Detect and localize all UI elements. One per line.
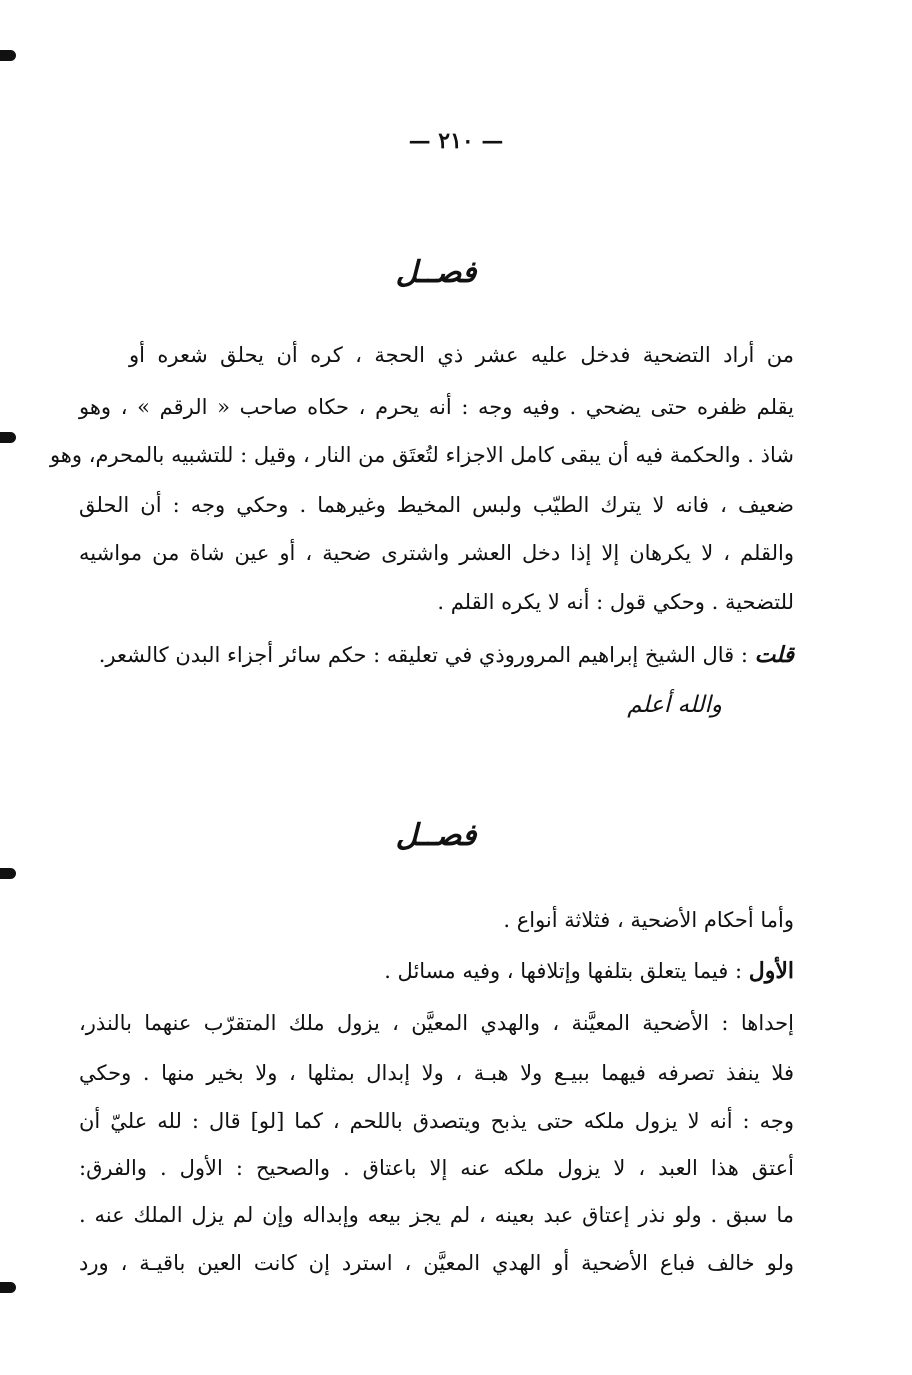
paragraph-line: ضعيف ، فانه لا يترك الطيّب ولبس المخيط وغيرهما . وحكي وجه : أن الحلق [79,493,794,517]
note-label: قلت [754,642,794,668]
paragraph-line: يقلم ظفره حتى يضحي . وفيه وجه : أنه يحرم ، حكاه صاحب « الرقم » ، وهو [79,395,794,419]
section-intro: وأما أحكام الأضحية ، فثلاثة أنواع . [503,908,794,932]
margin-mark [0,868,16,879]
paragraph-line: والقلم ، لا يكرهان إلا إذا دخل العشر واشترى ضحية ، أو عين شاة من مواشيه [79,541,794,565]
paragraph-line: من أراد التضحية فدخل عليه عشر ذي الحجة ، كره أن يحلق شعره أو [129,343,794,367]
first-kind-label: الأول [748,958,794,984]
section-heading-2: فصــل [395,818,477,853]
paragraph-line: شاذ . والحكمة فيه أن يبقى كامل الاجزاء لتُعتَق من النار ، وقيل : للتشبيه بالمحرم، وهو [49,443,794,467]
margin-mark [0,1282,16,1293]
first-kind-text: : فيما يتعلق بتلفها وإتلافها ، وفيه مسائل . [384,959,743,983]
note-text: : قال الشيخ إبراهيم المروروذي في تعليقه : حكم سائر أجزاء البدن كالشعر. [98,643,748,667]
paragraph-line: للتضحية . وحكي قول : أنه لا يكره القلم . [437,590,794,614]
paragraph-line: وجه : أنه لا يزول ملكه حتى يذبح ويتصدق باللحم ، كما [لو] قال : لله عليّ أن [79,1109,794,1133]
paragraph-line: إحداها : الأضحية المعيَّنة ، والهدي المعيَّن ، يزول ملك المتقرّب عنهما بالنذر، [79,1011,794,1035]
section-heading-1: فصــل [395,255,477,290]
margin-mark [0,432,16,443]
closing-phrase: والله أعلم [627,692,722,718]
paragraph-line: ما سبق . ولو نذر إعتاق عبد بعينه ، لم يجز بيعه وإبداله وإن لم يزل الملك عنه . [79,1203,794,1227]
note-line [79,640,794,670]
margin-mark [0,50,16,61]
first-kind-line [129,956,794,986]
paragraph-line: أعتق هذا العبد ، لا يزول ملكه عنه إلا باعتاق . والصحيح : الأول . والفرق: [79,1156,794,1180]
paragraph-line: ولو خالف فباع الأضحية أو الهدي المعيَّن ، استرد إن كانت العين باقيـة ، ورد [79,1251,794,1275]
paragraph-line: فلا ينفذ تصرفه فيهما ببيـع ولا هبـة ، ولا إبدال بمثلها ، ولا بخير منها . وحكي [79,1061,794,1085]
page-number: — ٢١٠ — [408,128,504,154]
